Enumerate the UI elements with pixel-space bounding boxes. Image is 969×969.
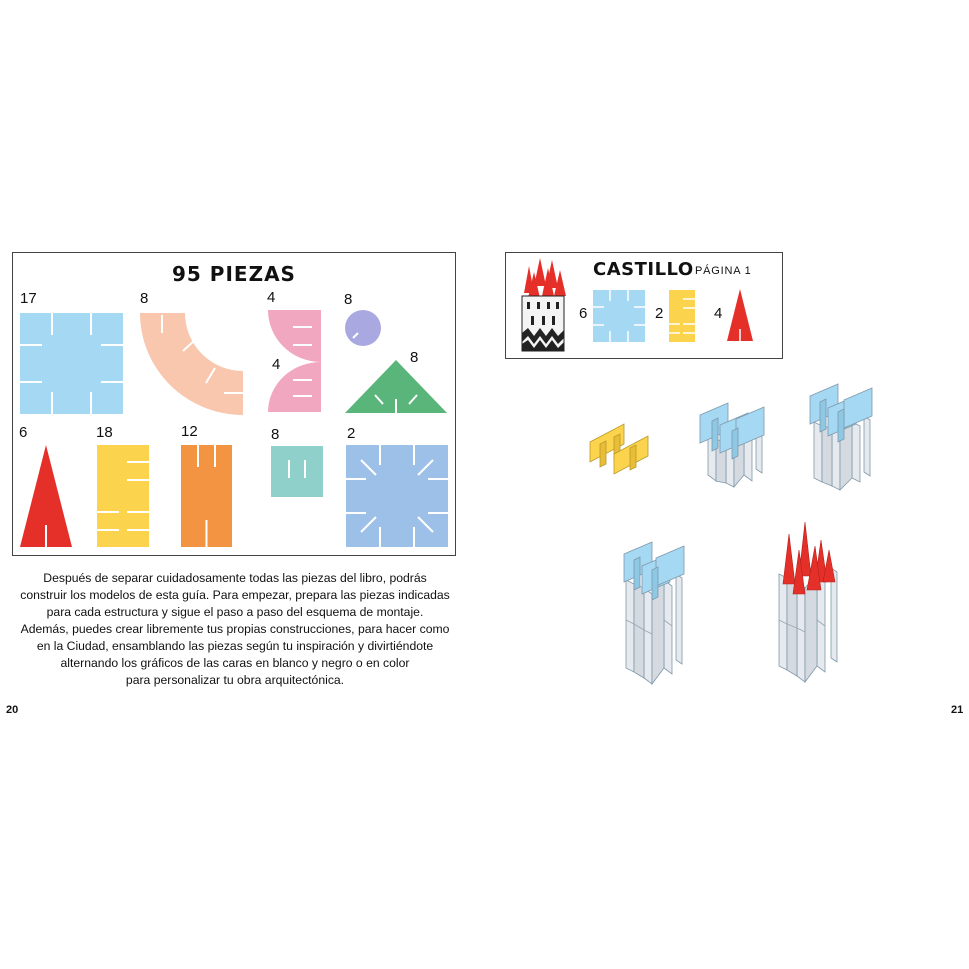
- instructions-line: Además, puedes crear libremente tus propias construcciones, para hacer como: [20, 622, 450, 636]
- piece-arc-salmon: [140, 313, 243, 415]
- piece-rect-yellow: [97, 445, 149, 547]
- castle-count-triangle: 4: [714, 305, 723, 322]
- count-square-blue: 17: [20, 290, 37, 307]
- piece-circle-lilac: [345, 310, 381, 346]
- assembly-step-4: [622, 540, 688, 685]
- instructions-line: en la Ciudad, ensamblando las piezas según tu inspiración y divirtiéndote: [36, 639, 434, 653]
- count-half-circle-bottom: 4: [272, 356, 281, 373]
- instructions-line: para cada estructura y sigue el paso a paso del esquema de montaje.: [46, 605, 424, 619]
- assembly-step-1: [590, 422, 652, 477]
- instructions-text: [20, 570, 450, 689]
- castle-title: CASTILLO: [593, 259, 694, 280]
- castle-piece-square-blue: [593, 290, 645, 342]
- castle-count-rect: 2: [655, 305, 664, 322]
- instructions-line: alternando los gráficos de las caras en blanco y negro o en color: [60, 656, 410, 670]
- count-half-circle-top: 4: [267, 289, 276, 306]
- castle-count-square: 6: [579, 305, 588, 322]
- count-square-teal: 8: [271, 426, 280, 443]
- count-circle-lilac: 8: [344, 291, 353, 308]
- count-rect-orange: 12: [181, 423, 198, 440]
- piece-square-periwinkle: [346, 445, 448, 547]
- page-number-left: 20: [6, 704, 19, 716]
- castle-piece-triangle-red: [727, 289, 753, 341]
- assembly-step-3: [808, 382, 876, 490]
- assembly-step-5-castle: [775, 520, 845, 685]
- castle-piece-rect-yellow: [669, 290, 695, 342]
- count-rect-yellow: 18: [96, 424, 113, 441]
- instructions-line: construir los modelos de esta guía. Para empezar, prepara las piezas indicadas: [20, 588, 450, 602]
- castle-subtitle: PÁGINA 1: [695, 265, 752, 277]
- count-triangle-green: 8: [410, 349, 419, 366]
- piece-square-blue: [20, 313, 123, 414]
- assembly-step-2: [698, 403, 768, 487]
- instructions-line: Después de separar cuidadosamente todas las piezas del libro, podrás: [43, 571, 427, 585]
- piece-square-teal: [271, 446, 323, 497]
- piece-triangle-red: [20, 445, 72, 547]
- instructions-line: para personalizar tu obra arquitectónica.: [125, 673, 345, 687]
- piece-triangle-green: [345, 360, 447, 413]
- piece-half-circles-pink: [268, 310, 321, 412]
- count-triangle-red: 6: [19, 424, 28, 441]
- count-square-periwinkle: 2: [347, 425, 356, 442]
- page-number-right: 21: [951, 704, 964, 716]
- castle-thumbnail-icon: [518, 258, 568, 354]
- piece-rect-orange: [181, 445, 232, 547]
- count-arc-salmon: 8: [140, 290, 149, 307]
- pieces-title: 95 PIEZAS: [172, 262, 296, 286]
